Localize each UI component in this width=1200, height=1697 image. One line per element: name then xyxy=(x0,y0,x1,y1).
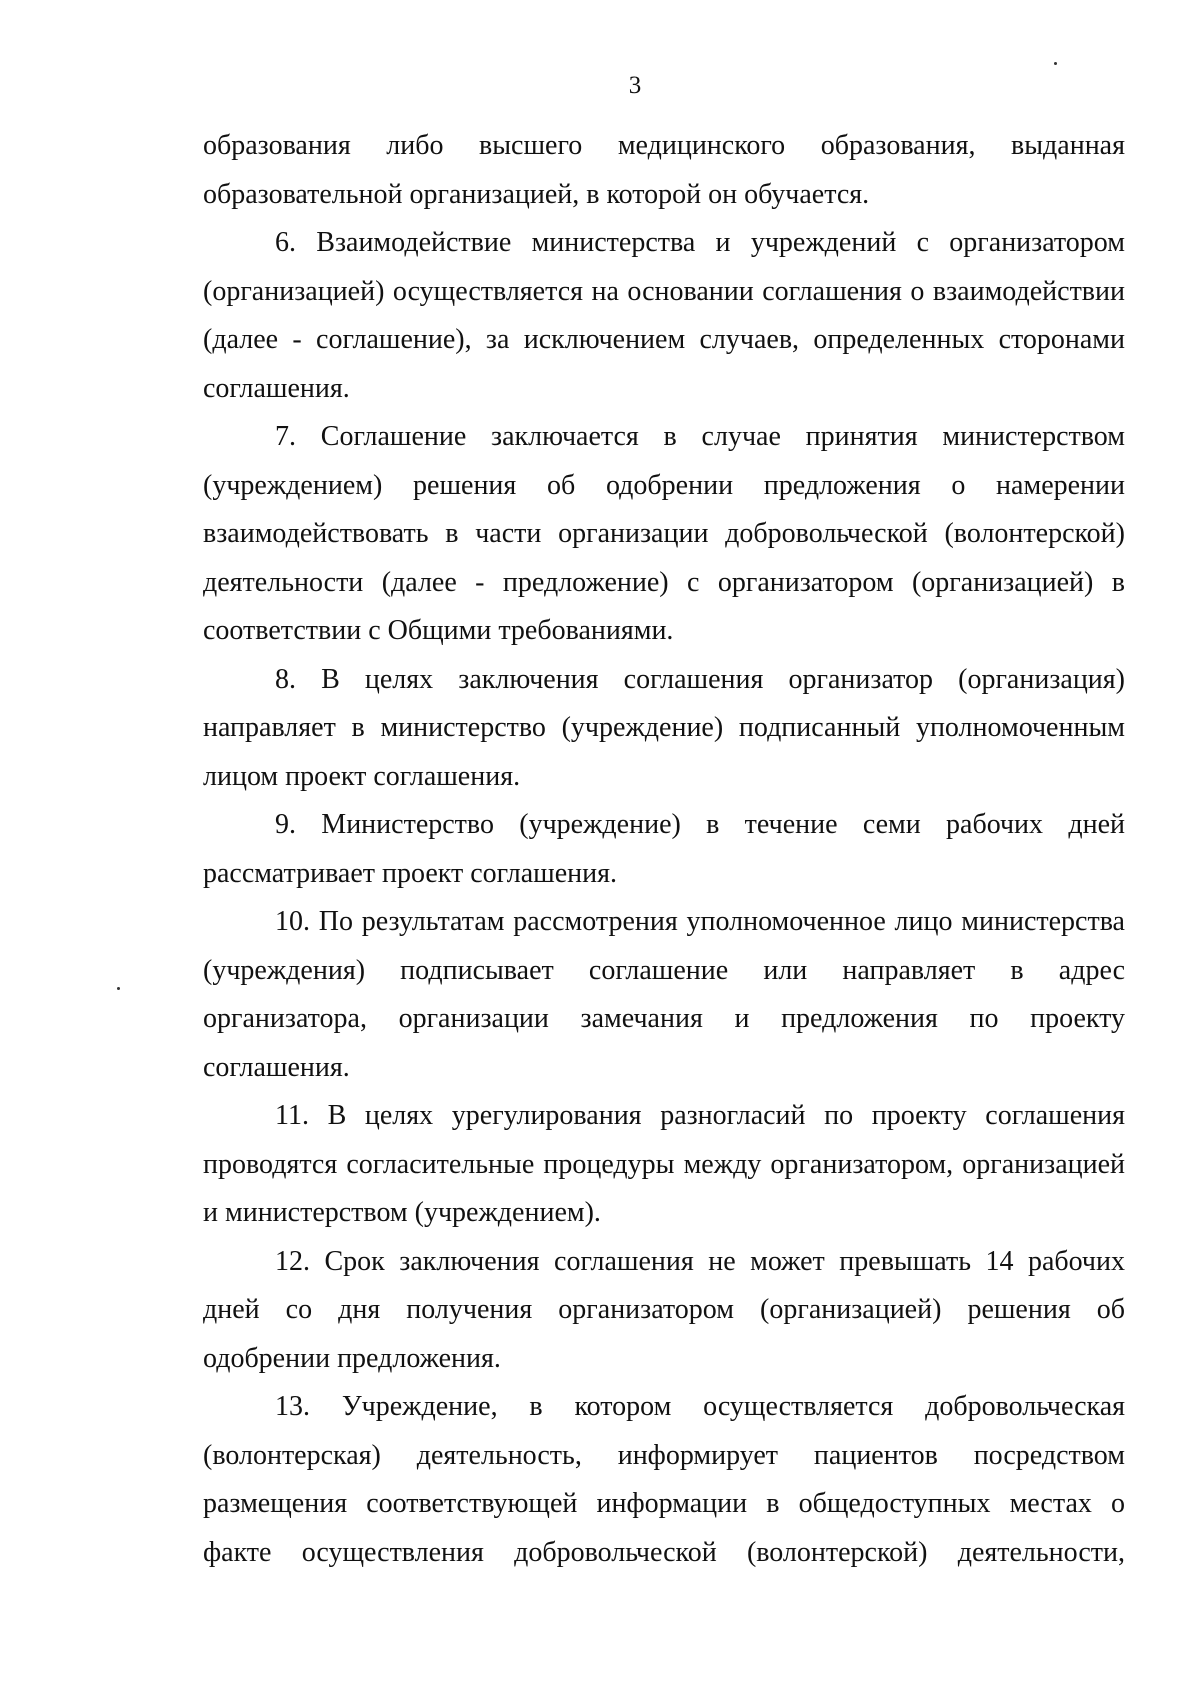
paragraph-9: 9. Министерство (учреждение) в течение семи рабочих дней рассматривает проект соглашения. xyxy=(203,809,1125,889)
paragraph-8: 8. В целях заключения соглашения организатор (организация) направляет в министерство (учреждение) подписанный уполномоченным лицом проект соглашения. xyxy=(203,663,1125,792)
document-body xyxy=(203,122,1125,1577)
scan-speck xyxy=(1054,62,1057,65)
paragraph-11: 11. В целях урегулирования разногласий по проекту соглашения проводятся согласительные процедуры между организатором, организацией и министерством (учреждением). xyxy=(203,1100,1125,1228)
paragraph-continuation: образования либо высшего медицинского образования, выданная образовательной организацией, в которой он обучается. xyxy=(203,130,1125,210)
paragraph-10: 10. По результатам рассмотрения уполномоченное лицо министерства (учреждения) подписывает соглашение или направляет в адрес организатора, организации замечания и предложения по проекту соглашения. xyxy=(203,906,1125,1083)
paragraph-12: 12. Срок заключения соглашения не может превышать 14 рабочих дней со дня получения организатором (организацией) решения об одобрении предложения. xyxy=(203,1245,1125,1374)
paragraph-6: 6. Взаимодействие министерства и учреждений с организатором (организацией) осуществляется на основании соглашения о взаимодействии (далее - соглашение), за исключением случаев, определенных сторонами соглашения. xyxy=(203,227,1125,404)
paragraph-13: 13. Учреждение, в котором осуществляется добровольческая (волонтерская) деятельность, информирует пациентов посредством размещения соответствующей информации в общедоступных местах о факте осуществления добровольческой (волонтерской) деятельности, xyxy=(203,1391,1125,1568)
scan-speck xyxy=(117,987,120,990)
paragraph-7: 7. Соглашение заключается в случае принятия министерством (учреждением) решения об одобрении предложения о намерении взаимодействовать в части организации добровольческой (волонтерской) деятельности (далее - предложение) с организатором (организацией) в соответствии с Общими требованиями. xyxy=(203,421,1125,646)
page-number: 3 xyxy=(628,72,642,99)
